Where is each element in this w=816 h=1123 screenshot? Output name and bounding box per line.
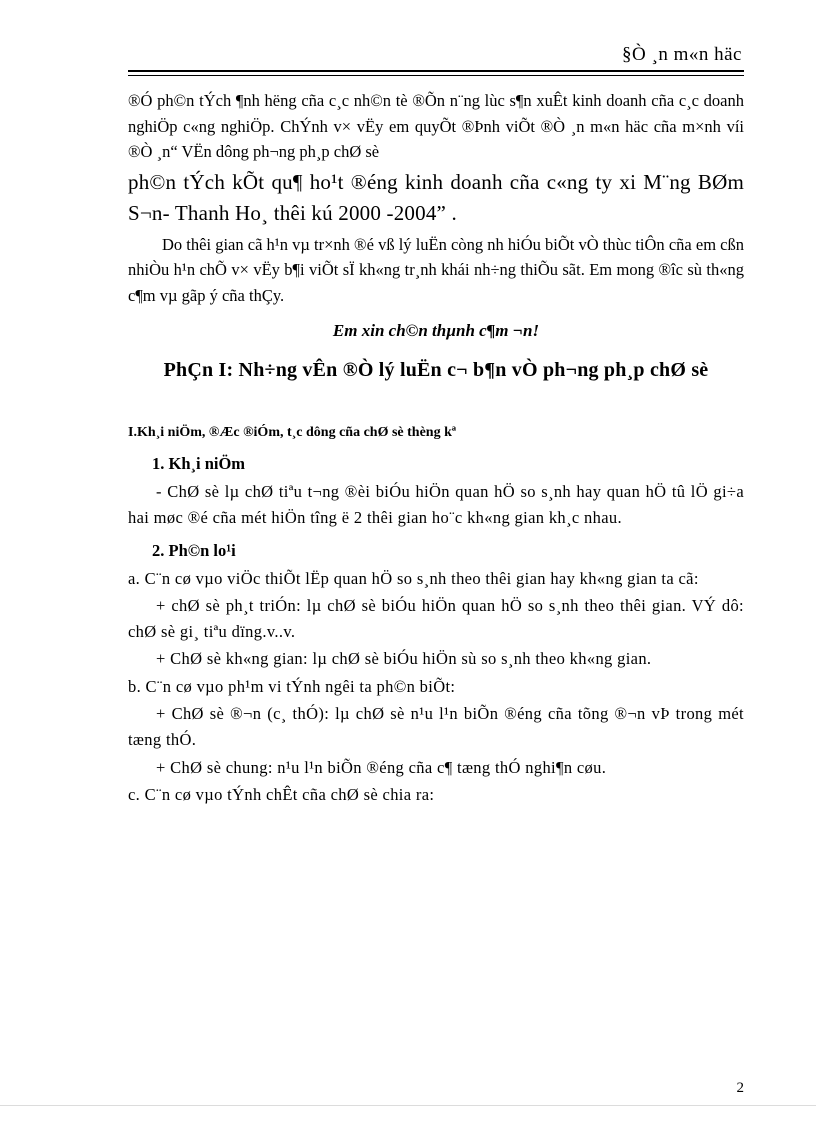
- paragraph-item-a: a. C¨n cø vµo viÖc thiÕt lËp quan hÖ so s¸nh theo thêi gian hay kh«ng gian ta cã:: [128, 568, 699, 588]
- paragraph-item-b-bullet-1: + ChØ sè ®¬n (c¸ thÓ): lµ chØ sè n¹u l¹n biÕn ®éng cña tõng ®¬n vÞ trong mét tæng thÓ.: [128, 704, 744, 750]
- heading-section-1: I.Kh¸i niÖm, ®Æc ®iÓm, t¸c dông cña chØ sè thèng kª: [128, 424, 457, 440]
- paragraph-item-c: c. C¨n cø vµo tÝnh chÊt cña chØ sè chia ra:: [128, 785, 435, 805]
- paragraph-item-a-bullet-2: + ChØ sè kh«ng gian: lµ chØ sè biÓu hiÖn sù so s¸nh theo kh«ng gian.: [156, 649, 652, 669]
- heading-part-1: PhÇn I: Nh÷ng vÊn ®Ò lý luËn c¬ b¶n vÒ ph¬ng ph¸p chØ sè: [163, 358, 709, 381]
- paragraph-definition: - ChØ sè lµ chØ tiªu t¬ng ®èi biÓu hiÖn quan hÖ so s¸nh hay quan hÖ tû lÖ gi÷a hai møc ®é cña mét hiÖn tîng ë 2 thêi gian ho¨c kh«ng gian kh¸c nhau.: [128, 481, 744, 527]
- header-divider: [128, 70, 744, 76]
- paragraph-item-a-bullet-1: + chØ sè ph¸t triÓn: lµ chØ sè biÓu hiÖn quan hÖ so s¸nh theo thêi gian. VÝ dô: chØ sè gi¸ tiªu dïng.v..v.: [128, 596, 744, 641]
- paragraph-intro-2: ph©n tÝch kÕt qu¶ ho¹t ®éng kinh doanh cña c«ng ty xi M¨ng BØm S¬n- Thanh Ho¸ thêi kú 2000 -2004” .: [128, 169, 744, 226]
- paragraph-limitations: Do thêi gian cã h¹n vµ tr×nh ®é vß lý luËn còng nh hiÓu biÕt vÒ thùc tiÔn cña em cßn nhiÒu h¹n chÕ v× vËy b¶i viÕt sÏ kh«ng tr¸nh khái nh÷ng thiÕu sãt. Em mong ®îc sù th«ng c¶m vµ gãp ý cña thÇy.: [128, 234, 744, 305]
- paragraph-item-b-bullet-2: + ChØ sè chung: n¹u l¹n biÕn ®éng cña c¶ tæng thÓ nghi¶n cøu.: [156, 757, 607, 777]
- page-content: [128, 44, 744, 810]
- heading-subsection-1-2: 2. Ph©n lo¹i: [152, 541, 236, 561]
- page-header-title: §Ò ¸n m«n häc: [622, 44, 742, 65]
- document-body: [128, 88, 744, 808]
- page-bottom-edge: [0, 1105, 816, 1123]
- paragraph-thanks: Em xin ch©n thµnh c¶m ¬n!: [332, 321, 540, 341]
- heading-subsection-1-1: 1. Kh¸i niÖm: [152, 454, 246, 474]
- paragraph-intro-1: ®Ó ph©n tÝch ¶nh hëng cña c¸c nh©n tè ®Õn n¨ng lùc s¶n xuÊt kinh doanh cña c¸c doanh nghiÖp c«ng nghiÖp. ChÝnh v× vËy em quyÕt ®Þnh viÕt ®Ò ¸n m«n häc cña m×nh víi ®Ò ¸n“ VËn dông ph¬ng ph¸p chØ sè: [128, 91, 744, 162]
- paragraph-item-b: b. C¨n cø vµo ph¹m vi tÝnh ngêi ta ph©n biÕt:: [128, 676, 456, 696]
- page-number: 2: [736, 1080, 744, 1096]
